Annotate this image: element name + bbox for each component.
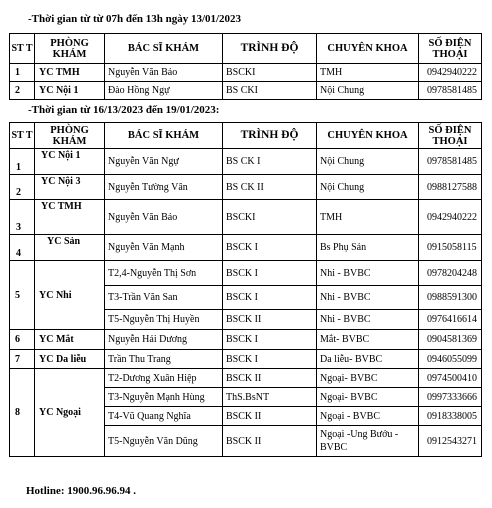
row-doctor: T5-Nguyễn Văn Dũng [105, 426, 223, 457]
header-room: PHÒNG KHÁM [35, 34, 105, 64]
row-level: ThS.BsNT [223, 388, 317, 407]
row-room: YC Nội 1 [35, 82, 105, 100]
row-doctor: T4-Vũ Quang Nghĩa [105, 407, 223, 426]
row-level: BSCK I [223, 286, 317, 310]
row-specialty: Nội Chung [317, 82, 419, 100]
row-level: BSCK I [223, 235, 317, 261]
row-room: YC TMH [35, 200, 105, 235]
row-stt: 4 [10, 235, 35, 261]
schedule-table-1 [9, 33, 482, 100]
row-specialty: Nội Chung [317, 175, 419, 200]
row-specialty: TMH [317, 200, 419, 235]
row-phone: 0978204248 [419, 261, 482, 286]
row-specialty: Mắt- BVBC [317, 330, 419, 350]
row-level: BSCK II [223, 407, 317, 426]
row-level: BSCK II [223, 310, 317, 330]
row-phone: 0942940222 [419, 200, 482, 235]
table-row [10, 175, 482, 200]
row-room: YC Sản [35, 235, 105, 261]
header-specialty: CHUYÊN KHOA [317, 123, 419, 149]
row-doctor: T2,4-Nguyễn Thị Sơn [105, 261, 223, 286]
row-specialty: Ngoại - BVBC [317, 407, 419, 426]
row-room: YC Ngoại [35, 369, 105, 457]
row-specialty: Nhi - BVBC [317, 310, 419, 330]
header-doctor: BÁC SĨ KHÁM [105, 123, 223, 149]
row-stt: 7 [10, 350, 35, 369]
row-doctor: T5-Nguyễn Thị Huyền [105, 310, 223, 330]
row-specialty: TMH [317, 64, 419, 82]
hotline-text: Hotline: 1900.96.96.94 . [26, 485, 136, 497]
row-level: BSCKI [223, 64, 317, 82]
table-row [10, 235, 482, 261]
header-room: PHÒNG KHÁM [35, 123, 105, 149]
row-level: BSCK II [223, 426, 317, 457]
row-level: BS CK II [223, 175, 317, 200]
header-level: TRÌNH ĐỘ [223, 123, 317, 149]
row-specialty: Ngoại- BVBC [317, 369, 419, 388]
header-phone: SỐ ĐIỆN THOẠI [419, 34, 482, 64]
row-phone: 0988591300 [419, 286, 482, 310]
row-room: YC Da liễu [35, 350, 105, 369]
row-phone: 0942940222 [419, 64, 482, 82]
row-specialty: Ngoại- BVBC [317, 388, 419, 407]
row-level: BSCKI [223, 200, 317, 235]
row-stt: 1 [10, 149, 35, 175]
row-doctor: T3-Nguyễn Mạnh Hùng [105, 388, 223, 407]
table-row [10, 64, 482, 82]
table-header-row [10, 34, 482, 64]
section2-heading: -Thời gian từ 16/13/2023 đến 19/01/2023: [28, 104, 220, 116]
header-phone: SỐ ĐIỆN THOẠI [419, 123, 482, 149]
header-specialty: CHUYÊN KHOA [317, 34, 419, 64]
row-phone: 0918338005 [419, 407, 482, 426]
row-level: BSCK I [223, 261, 317, 286]
section1-heading: -Thời gian từ từ 07h đến 13h ngày 13/01/2023 [28, 13, 242, 25]
row-room: YC TMH [35, 64, 105, 82]
table-row [10, 82, 482, 100]
row-level: BSCK I [223, 330, 317, 350]
row-level: BS CKI [223, 82, 317, 100]
row-phone: 0978581485 [419, 82, 482, 100]
table-row [10, 261, 482, 286]
row-room: YC Nội 1 [35, 149, 105, 175]
table-row [10, 369, 482, 388]
row-phone: 0912543271 [419, 426, 482, 457]
row-stt: 1 [10, 64, 35, 82]
row-specialty: Ngoại -Ung Bướu - BVBC [317, 426, 419, 457]
row-stt: 3 [10, 200, 35, 235]
table-row [10, 350, 482, 369]
row-level: BSCK II [223, 369, 317, 388]
header-stt: ST T [10, 123, 35, 149]
row-doctor: Nguyễn Văn Bảo [105, 64, 223, 82]
row-stt: 8 [10, 369, 35, 457]
table-row [10, 330, 482, 350]
row-phone: 0946055099 [419, 350, 482, 369]
table-row [10, 200, 482, 235]
row-specialty: Bs Phụ Sản [317, 235, 419, 261]
row-stt: 2 [10, 82, 35, 100]
row-specialty: Da liễu- BVBC [317, 350, 419, 369]
row-doctor: Đào Hồng Ngự [105, 82, 223, 100]
header-stt: ST T [10, 34, 35, 64]
header-doctor: BÁC SĨ KHÁM [105, 34, 223, 64]
row-specialty: Nhi - BVBC [317, 286, 419, 310]
row-room: YC Nhi [35, 261, 105, 330]
row-stt: 5 [10, 261, 35, 330]
row-phone: 0915058115 [419, 235, 482, 261]
row-phone: 0904581369 [419, 330, 482, 350]
row-stt: 2 [10, 175, 35, 200]
row-phone: 0997333666 [419, 388, 482, 407]
table-row [10, 149, 482, 175]
row-phone: 0974500410 [419, 369, 482, 388]
row-doctor: Trần Thu Trang [105, 350, 223, 369]
row-doctor: Nguyễn Văn Mạnh [105, 235, 223, 261]
row-doctor: T2-Dương Xuân Hiệp [105, 369, 223, 388]
row-doctor: T3-Trần Văn San [105, 286, 223, 310]
row-doctor: Nguyễn Hải Dương [105, 330, 223, 350]
row-specialty: Nội Chung [317, 149, 419, 175]
table-header-row [10, 123, 482, 149]
row-room: YC Nội 3 [35, 175, 105, 200]
row-level: BSCK I [223, 350, 317, 369]
header-level: TRÌNH ĐỘ [223, 34, 317, 64]
row-doctor: Nguyễn Văn Bảo [105, 200, 223, 235]
row-specialty: Nhi - BVBC [317, 261, 419, 286]
row-phone: 0976416614 [419, 310, 482, 330]
row-phone: 0978581485 [419, 149, 482, 175]
row-level: BS CK I [223, 149, 317, 175]
row-room: YC Mắt [35, 330, 105, 350]
row-stt: 6 [10, 330, 35, 350]
row-phone: 0988127588 [419, 175, 482, 200]
row-doctor: Nguyễn Văn Ngự [105, 149, 223, 175]
schedule-table-2 [9, 122, 482, 457]
row-doctor: Nguyễn Tường Vân [105, 175, 223, 200]
